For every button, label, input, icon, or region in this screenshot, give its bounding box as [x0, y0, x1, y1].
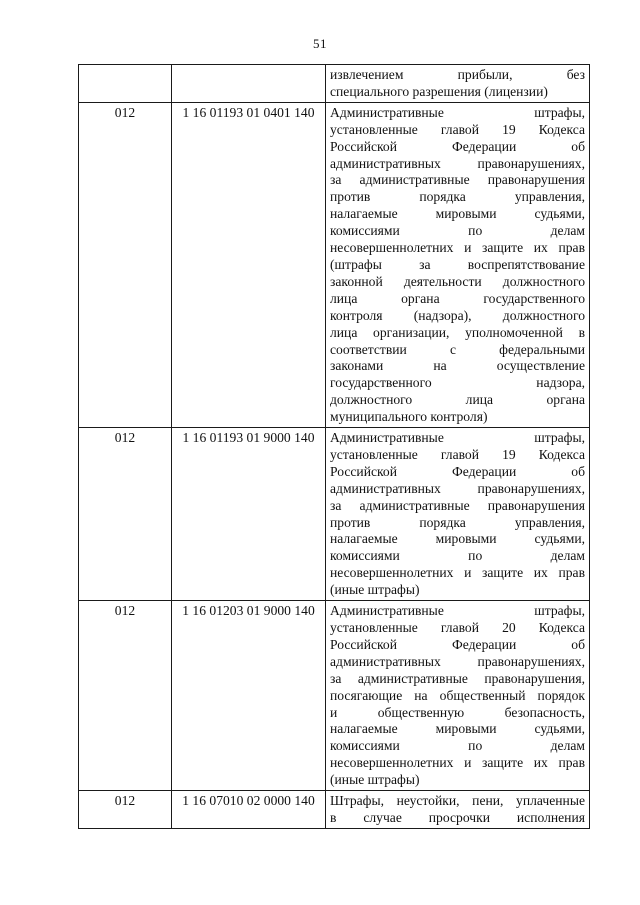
- page-number: 51: [313, 36, 327, 51]
- description-line: несовершеннолетних и защите их прав: [330, 565, 585, 581]
- description-line: и общественную безопасность,: [330, 704, 585, 720]
- description-line: комиссиями по делам: [330, 738, 585, 754]
- table-row: [79, 601, 590, 791]
- description-line: законной деятельности должностного: [330, 273, 585, 289]
- description-line: государственного надзора,: [330, 375, 585, 391]
- table-row: [79, 428, 590, 601]
- description-line: против порядка управления,: [330, 189, 585, 205]
- description-line: лица органа государственного: [330, 290, 585, 306]
- table-row: [79, 791, 590, 829]
- description-line: Административные штрафы,: [330, 430, 585, 446]
- table-row: [79, 65, 590, 103]
- table-body: [79, 65, 590, 829]
- admin-code-cell: 012: [79, 601, 172, 791]
- description-line: несовершеннолетних и защите их прав: [330, 755, 585, 771]
- admin-code-cell: 012: [79, 102, 172, 427]
- description-line: за административные правонарушения: [330, 172, 585, 188]
- description-line: специального разрешения (лицензии): [330, 83, 548, 99]
- table-row: [79, 102, 590, 427]
- description-line: (штрафы за воспрепятствование: [330, 256, 585, 272]
- description-line: контроля (надзора), должностного: [330, 307, 585, 323]
- budget-code-cell: [172, 65, 326, 103]
- description-line: налагаемые мировыми судьями,: [330, 721, 585, 737]
- description-line: административных правонарушениях,: [330, 653, 585, 669]
- description-line: административных правонарушениях,: [330, 480, 585, 496]
- description-line: за административные правонарушения: [330, 497, 585, 513]
- budget-code-cell: 1 16 01203 01 9000 140: [172, 601, 326, 791]
- description-line: комиссиями по делам: [330, 548, 585, 564]
- description-line: против порядка управления,: [330, 514, 585, 530]
- description-line: административных правонарушениях,: [330, 155, 585, 171]
- description-line: соответствии с федеральными: [330, 341, 585, 357]
- description-line: Российской Федерации об: [330, 138, 585, 154]
- description-line: посягающие на общественный порядок: [330, 687, 585, 703]
- description-line: Российской Федерации об: [330, 636, 585, 652]
- description-line: Штрафы, неустойки, пени, уплаченные: [330, 793, 585, 809]
- budget-code-cell: 1 16 07010 02 0000 140: [172, 791, 326, 829]
- description-line: установленные главой 19 Кодекса: [330, 446, 585, 462]
- description-line: лица организации, уполномоченной в: [330, 324, 585, 340]
- description-cell: [326, 601, 590, 791]
- description-line: Административные штрафы,: [330, 603, 585, 619]
- budget-classification-table: [78, 64, 590, 829]
- description-line: должностного лица органа: [330, 392, 585, 408]
- description-line: законами на осуществление: [330, 358, 585, 374]
- budget-code-cell: 1 16 01193 01 0401 140: [172, 102, 326, 427]
- description-line: (иные штрафы): [330, 772, 420, 788]
- description-line: в случае просрочки исполнения: [330, 809, 585, 825]
- description-line: Российской Федерации об: [330, 463, 585, 479]
- description-line: установленные главой 20 Кодекса: [330, 620, 585, 635]
- description-line: комиссиями по делам: [330, 223, 585, 239]
- budget-code-cell: 1 16 01193 01 9000 140: [172, 428, 326, 601]
- description-line: муниципального контроля): [330, 409, 488, 425]
- description-cell: [326, 791, 590, 829]
- description-line: налагаемые мировыми судьями,: [330, 206, 585, 222]
- admin-code-cell: 012: [79, 791, 172, 829]
- description-line: извлечением прибыли, без: [330, 67, 585, 82]
- description-line: налагаемые мировыми судьями,: [330, 531, 585, 547]
- description-cell: [326, 428, 590, 601]
- description-line: Административные штрафы,: [330, 104, 585, 120]
- admin-code-cell: 012: [79, 428, 172, 601]
- admin-code-cell: [79, 65, 172, 103]
- description-line: (иные штрафы): [330, 582, 420, 598]
- description-line: установленные главой 19 Кодекса: [330, 121, 585, 137]
- description-cell: [326, 102, 590, 427]
- description-line: несовершеннолетних и защите их прав: [330, 240, 585, 256]
- description-line: за административные правонарушения,: [330, 670, 585, 686]
- description-cell: [326, 65, 590, 103]
